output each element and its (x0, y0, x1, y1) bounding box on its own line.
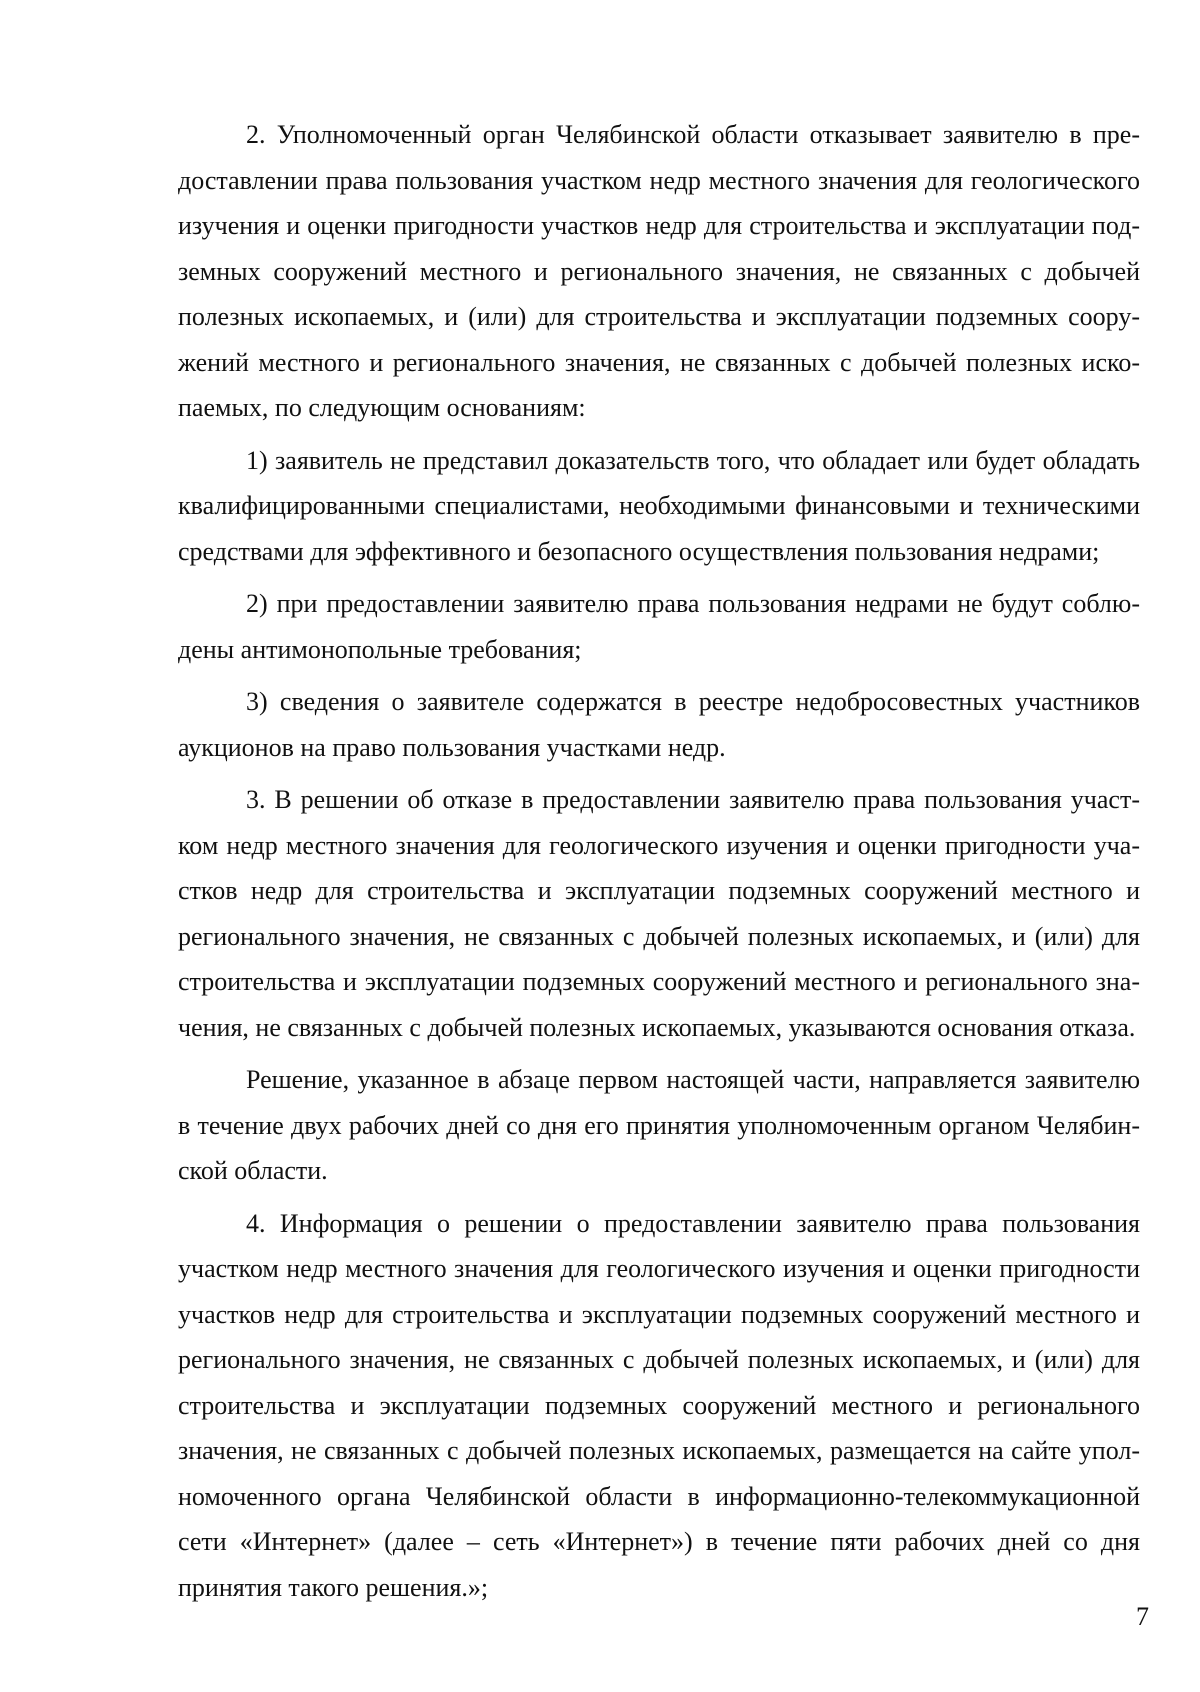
page-number: 7 (1136, 1602, 1149, 1631)
paragraph-4-internet-publication: 4. Информация о решении о предоставлении заявителю права пользования участком недр местного значения для геологического изучения и оценки пригодности участков недр для строительства и эксплуатации подземных сооружений местного и регионального значения, не связанных с добычей полезных ископаемых, и (или) для строительства и эксплуатации подземных сооружений местного и регионального значения, не связанных с добычей полезных ископаемых, размещается на сайте уполномоченного органа Челябинской области в информационно-телекоммукационной сети «Интернет» (далее – сеть «Интернет») в течение пяти рабочих дней со дня принятия такого решения.»; (178, 1208, 1140, 1602)
paragraph-decision-notification: Решение, указанное в абзаце первом настоящей части, направляется заявителю в течение двух рабочих дней со дня его принятия уполномоченным органом Челябинской области. (178, 1065, 1140, 1185)
list-item-1-no-evidence: 1) заявитель не представил доказательств того, что обладает или будет обладать квалифицированными специалистами, необходимыми финансовыми и техническими средствами для эффективного и безопасного осуществления пользования недрами; (178, 445, 1140, 566)
list-item-3-unfair-registry: 3) сведения о заявителе содержатся в реестре недобросовестных участников аукционов на право пользования участками недр. (178, 687, 1140, 762)
list-item-2-antimonopoly: 2) при предоставлении заявителю права пользования недрами не будут соблюдены антимонопольные требования; (178, 589, 1140, 664)
paragraph-2-refusal-grounds: 2. Уполномоченный орган Челябинской области отказывает заявителю в предоставлении права пользования участком недр местного значения для геологического изучения и оценки пригодности участков недр для строительства и эксплуатации подземных сооружений местного и регионального значения, не связанных с добычей полезных ископаемых, и (или) для строительства и эксплуатации подземных сооружений местного и регионального значения, не связанных с добычей полезных ископаемых, по следующим основаниям: (178, 120, 1140, 422)
document-body (178, 112, 1140, 1610)
paragraph-3-refusal-decision: 3. В решении об отказе в предоставлении заявителю права пользования участком недр местного значения для геологического изучения и оценки пригодности участков недр для строительства и эксплуатации подземных сооружений местного и регионального значения, не связанных с добычей полезных ископаемых, и (или) для строительства и эксплуатации подземных сооружений местного и регионального значения, не связанных с добычей полезных ископаемых, указываются основания отказа. (178, 785, 1140, 1042)
